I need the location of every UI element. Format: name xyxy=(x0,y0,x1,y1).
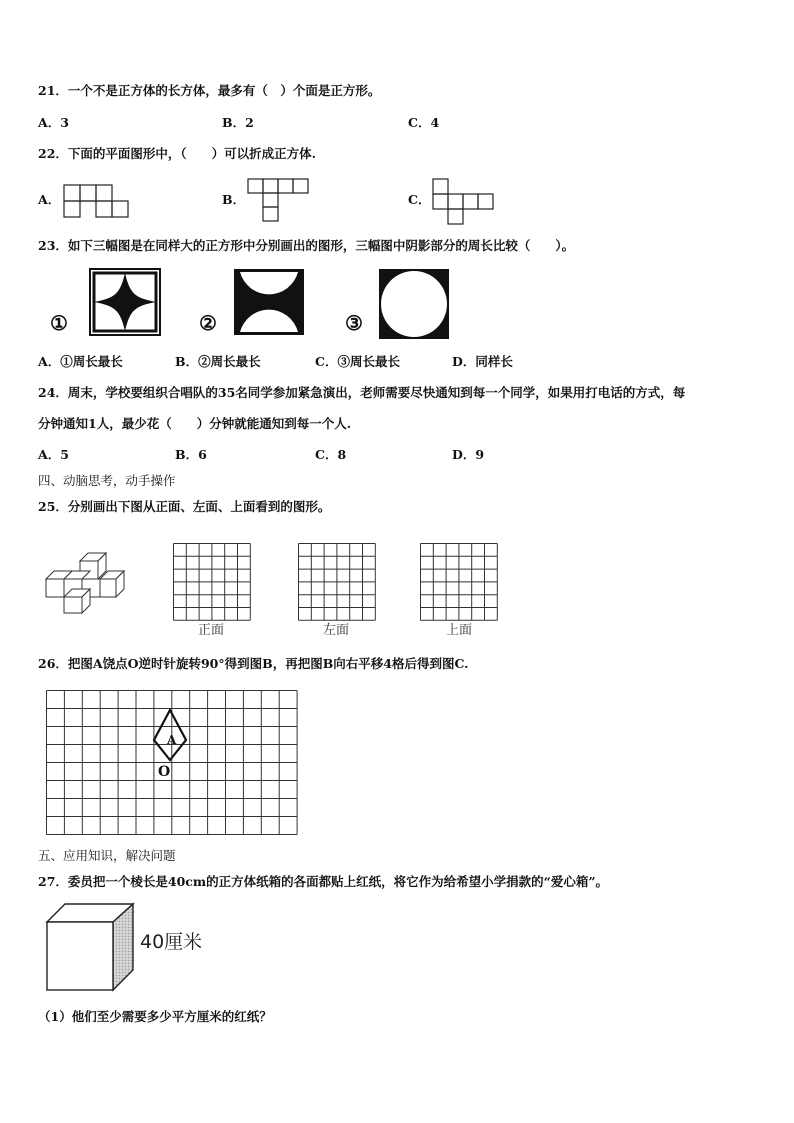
q25-label-top: 上面 xyxy=(446,623,473,638)
q27-text: 27．委员把一个棱长是40cm的正方体纸箱的各面都贴上红纸，将它作为给希望小学捐款的“爱心箱”。 xyxy=(38,874,609,889)
q22-option-a[interactable]: A． xyxy=(38,192,61,207)
q23-text: 23．如下三幅图是在同样大的正方形中分别画出的图形，三幅图中阴影部分的周长比较（ ）。 xyxy=(38,238,575,253)
q23-figure-1 xyxy=(90,269,160,335)
q21-option-c[interactable]: C．4 xyxy=(408,115,440,130)
q27-cube xyxy=(46,902,136,992)
q27-sub1: （1）他们至少需要多少平方厘米的红纸？ xyxy=(38,1009,272,1024)
q26-shape-label: A xyxy=(167,733,177,747)
q23-option-b[interactable]: B．②周长最长 xyxy=(175,354,261,369)
q25-grid-left[interactable] xyxy=(298,543,376,621)
q22-option-c[interactable]: C． xyxy=(408,192,431,207)
q25-grid-front[interactable] xyxy=(173,543,251,621)
q24-text-line1: 24．周末，学校要组织合唱队的35名同学参加紧急演出，老师需要尽快通知到每一个同学，如果用打电话的方式，每 xyxy=(38,385,686,400)
q22-net-c xyxy=(432,178,496,226)
q24-option-c[interactable]: C．8 xyxy=(315,447,347,462)
q23-figure-label-1: ① xyxy=(50,311,68,335)
q22-net-a xyxy=(63,184,131,218)
q21-text: 21．一个不是正方体的长方体，最多有（ ）个面是正方形。 xyxy=(38,83,381,98)
q25-cube-stack xyxy=(44,549,126,613)
q22-text: 22．下面的平面图形中，（ ）可以折成正方体. xyxy=(38,146,316,161)
q26-point-label: O xyxy=(158,764,171,780)
q26-text: 26．把图A饶点O逆时针旋转90°得到图B，再把图B向右平移4格后得到图C. xyxy=(38,656,469,671)
q23-figure-2 xyxy=(234,269,304,335)
q22-option-b[interactable]: B． xyxy=(222,192,246,207)
q25-text: 25．分别画出下图从正面、左面、上面看到的图形。 xyxy=(38,499,331,514)
q21-option-b[interactable]: B．2 xyxy=(222,115,254,130)
q24-option-a[interactable]: A．5 xyxy=(38,447,69,462)
q23-option-a[interactable]: A．①周长最长 xyxy=(38,354,123,369)
q25-label-front: 正面 xyxy=(198,623,225,638)
q25-label-left: 左面 xyxy=(323,623,350,638)
q23-figure-label-2: ② xyxy=(199,311,217,335)
section-5-heading: 五、应用知识，解决问题 xyxy=(38,848,176,863)
q23-figure-3 xyxy=(379,269,449,339)
q24-option-b[interactable]: B．6 xyxy=(175,447,207,462)
q25-grid-top[interactable] xyxy=(420,543,498,621)
q22-net-b xyxy=(247,178,309,224)
q23-option-c[interactable]: C．③周长最长 xyxy=(315,354,400,369)
q21-option-a[interactable]: A．3 xyxy=(38,115,69,130)
q24-text-line2: 分钟通知1人，最少花（ ）分钟就能通知到每一个人. xyxy=(38,416,352,431)
q23-figure-label-3: ③ xyxy=(345,311,363,335)
q23-option-d[interactable]: D．同样长 xyxy=(452,354,513,369)
q27-box-label: 40厘米 xyxy=(140,931,203,953)
q24-option-d[interactable]: D．9 xyxy=(452,447,485,462)
section-4-heading: 四、动脑思考，动手操作 xyxy=(38,473,176,488)
